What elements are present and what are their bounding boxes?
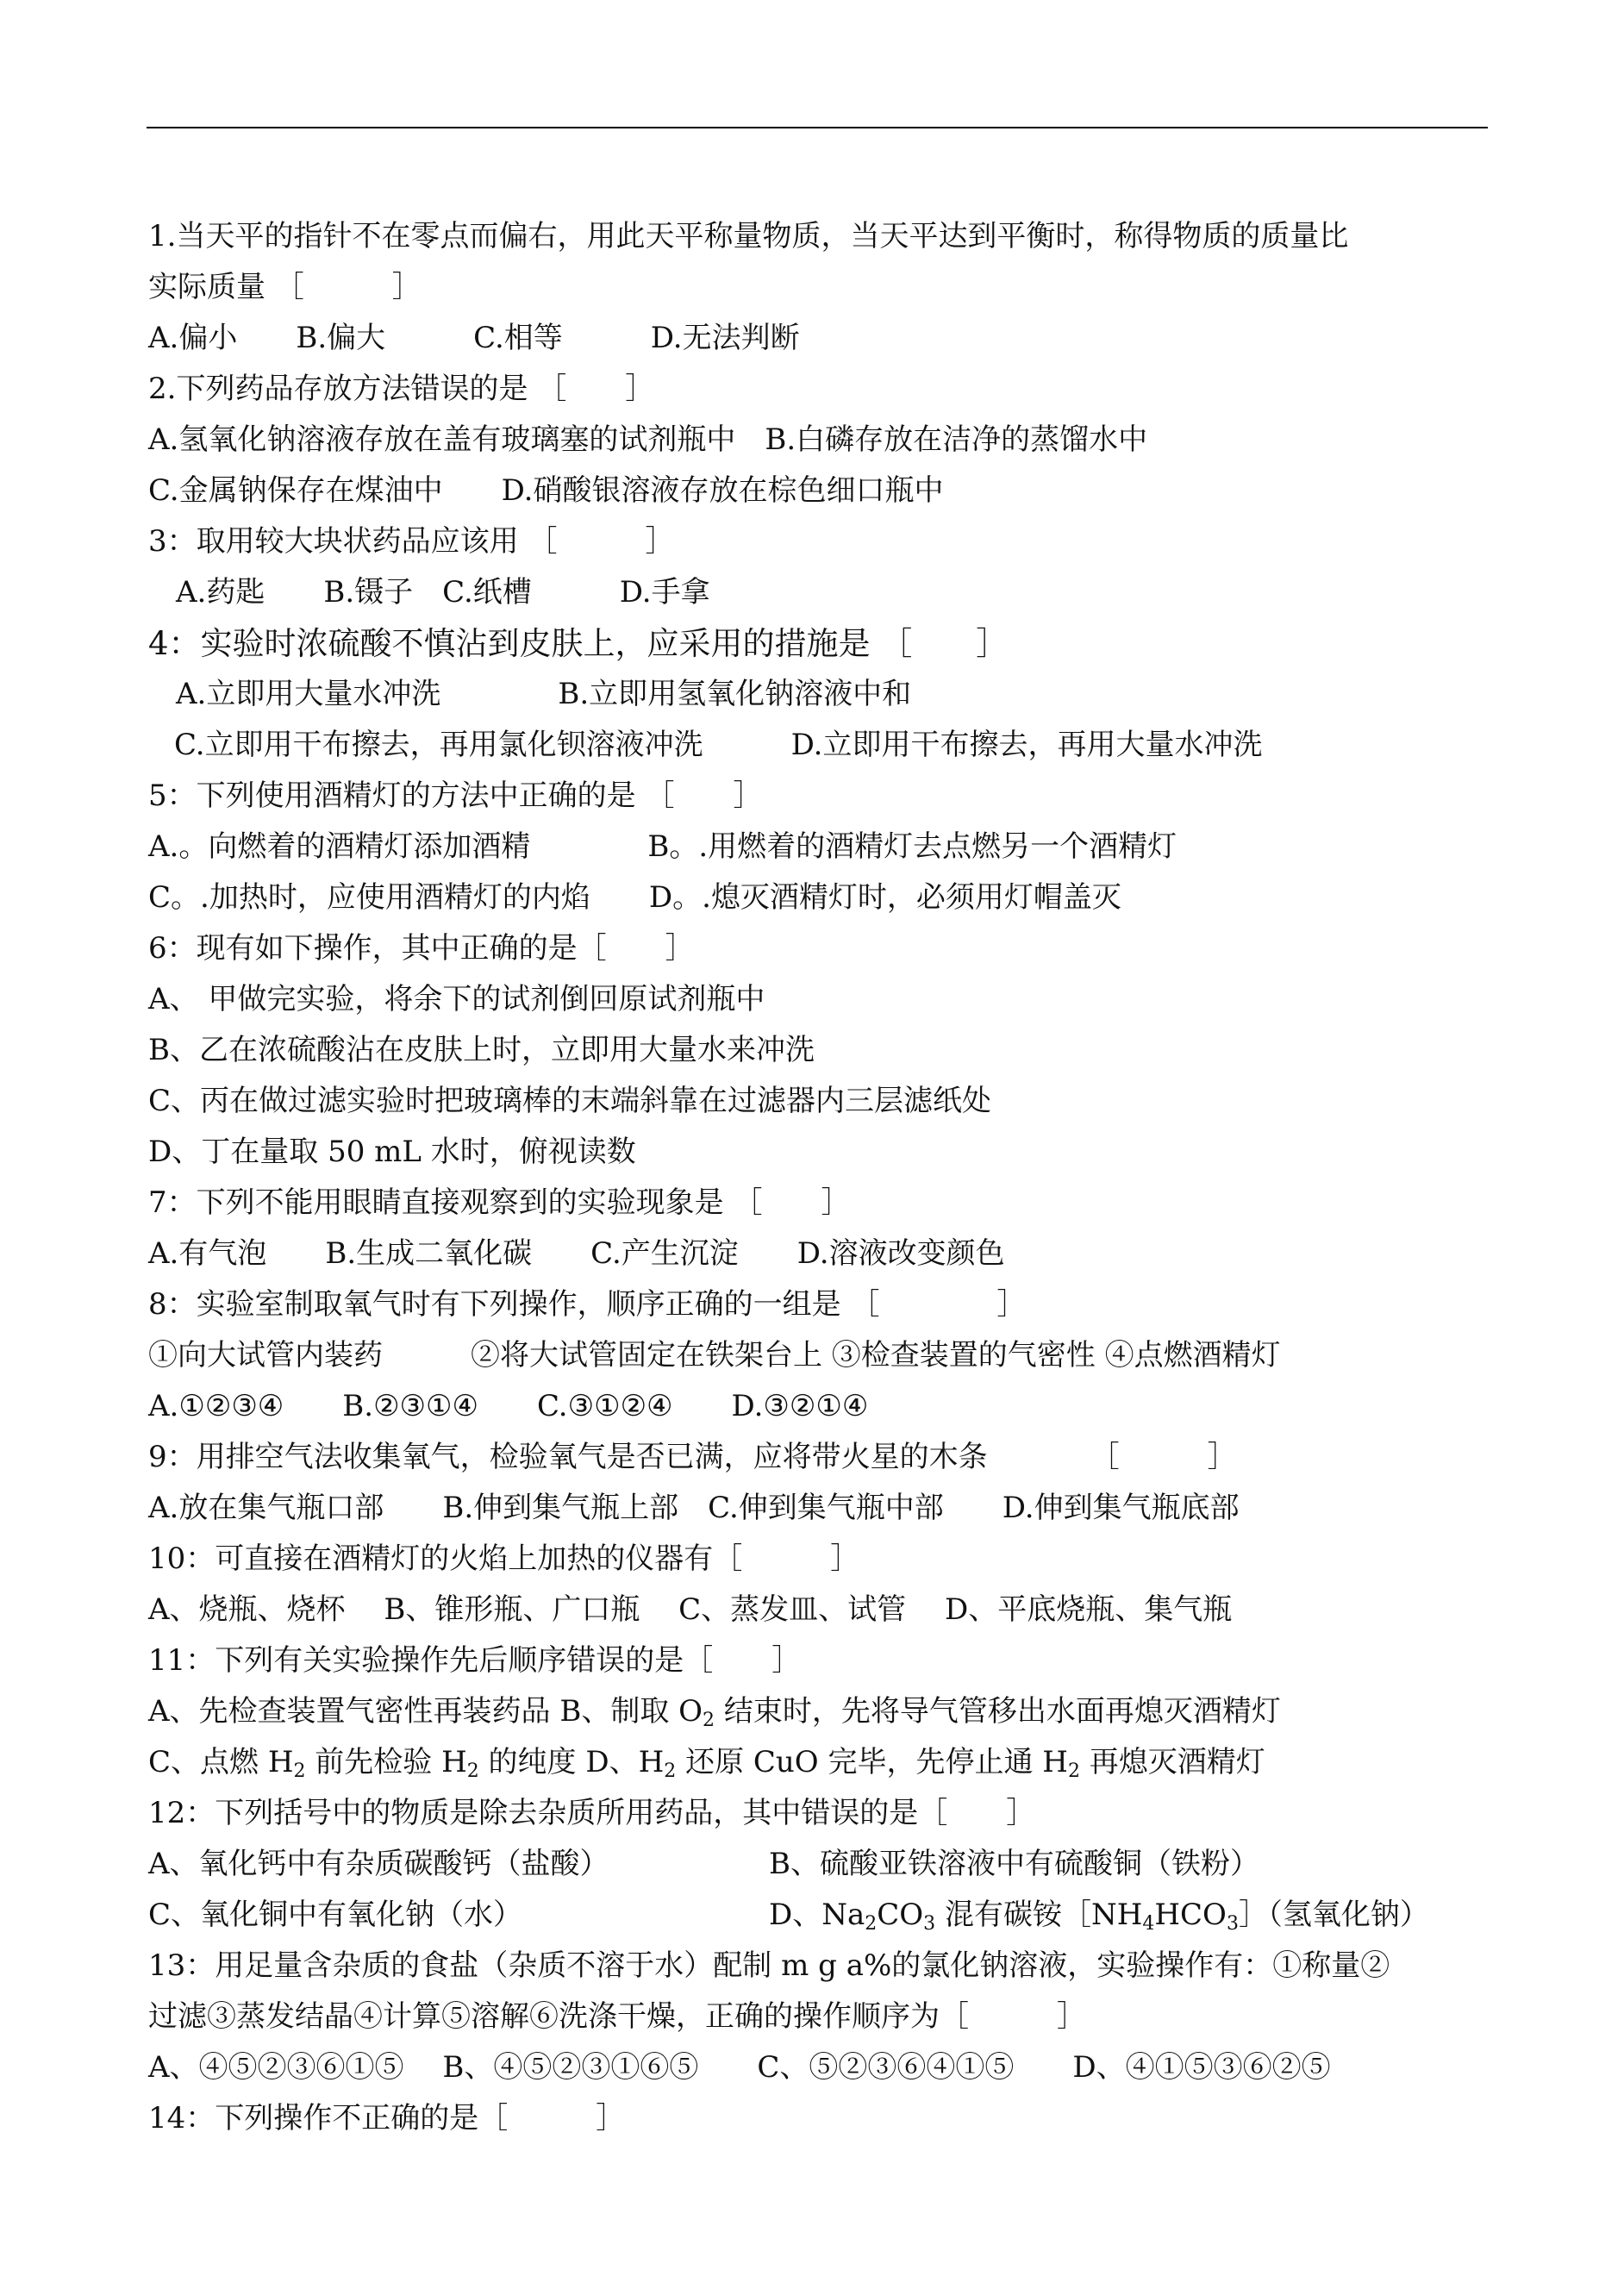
subscript: 2 (1067, 1760, 1080, 1782)
question-12-options-cd (148, 1890, 1493, 1941)
question-12-option-d (769, 1890, 1429, 1941)
text-segment: HCO (1154, 1898, 1227, 1932)
question-12-option-b: B、硫酸亚铁溶液中有硫酸铜（铁粉） (769, 1847, 1259, 1881)
question-1-line-2: 实际质量 ［ ］ (148, 270, 422, 304)
question-6-option-a: A、 甲做完实验，将余下的试剂倒回原试剂瓶中 (148, 982, 765, 1016)
subscript: 2 (293, 1760, 306, 1782)
question-12-options-ab (148, 1839, 1493, 1890)
question-5-options-ab: A.。向燃着的酒精灯添加酒精 B。.用燃着的酒精灯去点燃另一个酒精灯 (148, 829, 1177, 864)
text-segment: D、Na (769, 1898, 865, 1932)
question-6-option-d: D、丁在量取 50 mL 水时，俯视读数 (148, 1135, 636, 1169)
question-7: 7：下列不能用眼睛直接观察到的实验现象是 ［ ］ (148, 1185, 851, 1220)
question-5: 5：下列使用酒精灯的方法中正确的是 ［ ］ (148, 779, 763, 813)
question-8: 8：实验室制取氧气时有下列操作，顺序正确的一组是 ［ ］ (148, 1287, 1027, 1322)
question-13-options: A、④⑤②③⑥①⑤ B、④⑤②③①⑥⑤ C、⑤②③⑥④①⑤ D、④①⑤③⑥②⑤ (148, 2050, 1331, 2085)
question-4-options-ab: A.立即用大量水冲洗 B.立即用氢氧化钠溶液中和 (176, 677, 912, 711)
subscript: 3 (1226, 1913, 1239, 1935)
subscript: 2 (703, 1710, 715, 1731)
question-3: 3：取用较大块状药品应该用 ［ ］ (148, 524, 675, 559)
question-4-options-cd: C.立即用干布擦去，再用氯化钡溶液冲洗 D.立即用干布擦去，再用大量水冲洗 (174, 728, 1263, 762)
question-3-options: A.药匙 B.镊子 C.纸槽 D.手拿 (176, 575, 710, 610)
question-6-option-c: C、丙在做过滤实验时把玻璃棒的末端斜靠在过滤器内三层滤纸处 (148, 1084, 992, 1118)
question-8-options: A.①②③④ B.②③①④ C.③①②④ D.③②①④ (148, 1389, 869, 1423)
question-9-options: A.放在集气瓶口部 B.伸到集气瓶上部 C.伸到集气瓶中部 D.伸到集气瓶底部 (148, 1491, 1240, 1525)
subscript: 2 (466, 1760, 479, 1782)
text-segment: ］（氢氧化钠） (1238, 1898, 1429, 1932)
question-10: 10：可直接在酒精灯的火焰上加热的仪器有［ ］ (148, 1541, 860, 1576)
question-10-options: A、烧瓶、烧杯 B、锥形瓶、广口瓶 C、蒸发皿、试管 D、平底烧瓶、集气瓶 (148, 1592, 1233, 1627)
question-7-options: A.有气泡 B.生成二氧化碳 C.产生沉淀 D.溶液改变颜色 (148, 1236, 1005, 1271)
subscript: 2 (664, 1760, 677, 1782)
text-segment: 混有碳铵［NH (935, 1898, 1143, 1932)
question-11: 11：下列有关实验操作先后顺序错误的是［ ］ (148, 1643, 802, 1678)
text-segment: 还原 CuO 完毕，先停止通 H (676, 1745, 1068, 1779)
subscript: 4 (1142, 1913, 1155, 1935)
question-11-options-ab (148, 1686, 1493, 1737)
document-body (148, 211, 1493, 2144)
question-2-options-cd: C.金属钠保存在煤油中 D.硝酸银溶液存放在棕色细口瓶中 (148, 473, 944, 508)
question-2: 2.下列药品存放方法错误的是 ［ ］ (148, 372, 655, 406)
question-6-option-b: B、乙在浓硫酸沾在皮肤上时，立即用大量水来冲洗 (148, 1033, 815, 1067)
question-1-options: A.偏小 B.偏大 C.相等 D.无法判断 (148, 321, 800, 355)
question-1-line-1: 1.当天平的指针不在零点而偏右，用此天平称量物质，当天平达到平衡时，称得物质的质量比 (148, 219, 1349, 253)
text-segment: A、先检查装置气密性再装药品 B、制取 O (148, 1694, 703, 1729)
subscript: 3 (923, 1913, 936, 1935)
question-13-line-2: 过滤③蒸发结晶④计算⑤溶解⑥洗涤干燥，正确的操作顺序为［ ］ (148, 1999, 1086, 2034)
subscript: 2 (865, 1913, 878, 1935)
question-5-options-cd: C。.加热时，应使用酒精灯的内焰 D。.熄灭酒精灯时，必须用灯帽盖灭 (148, 880, 1121, 915)
question-12-option-a: A、氧化钙中有杂质碳酸钙（盐酸） (148, 1847, 609, 1881)
question-12: 12：下列括号中的物质是除去杂质所用药品，其中错误的是［ ］ (148, 1796, 1036, 1830)
question-11-options-cd (148, 1737, 1493, 1788)
question-9: 9：用排空气法收集氧气，检验氧气是否已满，应将带火星的木条 ［ ］ (148, 1440, 1237, 1474)
text-segment: 前先检验 H (305, 1745, 467, 1779)
question-2-options-ab: A.氢氧化钠溶液存放在盖有玻璃塞的试剂瓶中 B.白磷存放在洁净的蒸馏水中 (148, 422, 1148, 457)
question-6: 6：现有如下操作，其中正确的是［ ］ (148, 931, 695, 966)
text-segment: CO (877, 1898, 924, 1932)
text-segment: C、点燃 H (148, 1745, 294, 1779)
header-rule (147, 127, 1488, 128)
question-8-steps: ①向大试管内装药 ②将大试管固定在铁架台上 ③检查装置的气密性 ④点燃酒精灯 (148, 1338, 1281, 1373)
question-12-option-c: C、氧化铜中有氧化钠（水） (148, 1898, 523, 1932)
text-segment: 再熄灭酒精灯 (1079, 1745, 1265, 1779)
text-segment: 结束时，先将导气管移出水面再熄灭酒精灯 (715, 1694, 1281, 1729)
question-4: 4：实验时浓硫酸不慎沾到皮肤上，应采用的措施是 ［ ］ (148, 625, 1009, 662)
text-segment: 的纯度 D、H (478, 1745, 665, 1779)
question-14: 14：下列操作不正确的是［ ］ (148, 2101, 626, 2136)
question-13-line-1: 13：用足量含杂质的食盐（杂质不溶于水）配制 m g a%的氯化钠溶液，实验操作有：①称量② (148, 1948, 1390, 1983)
